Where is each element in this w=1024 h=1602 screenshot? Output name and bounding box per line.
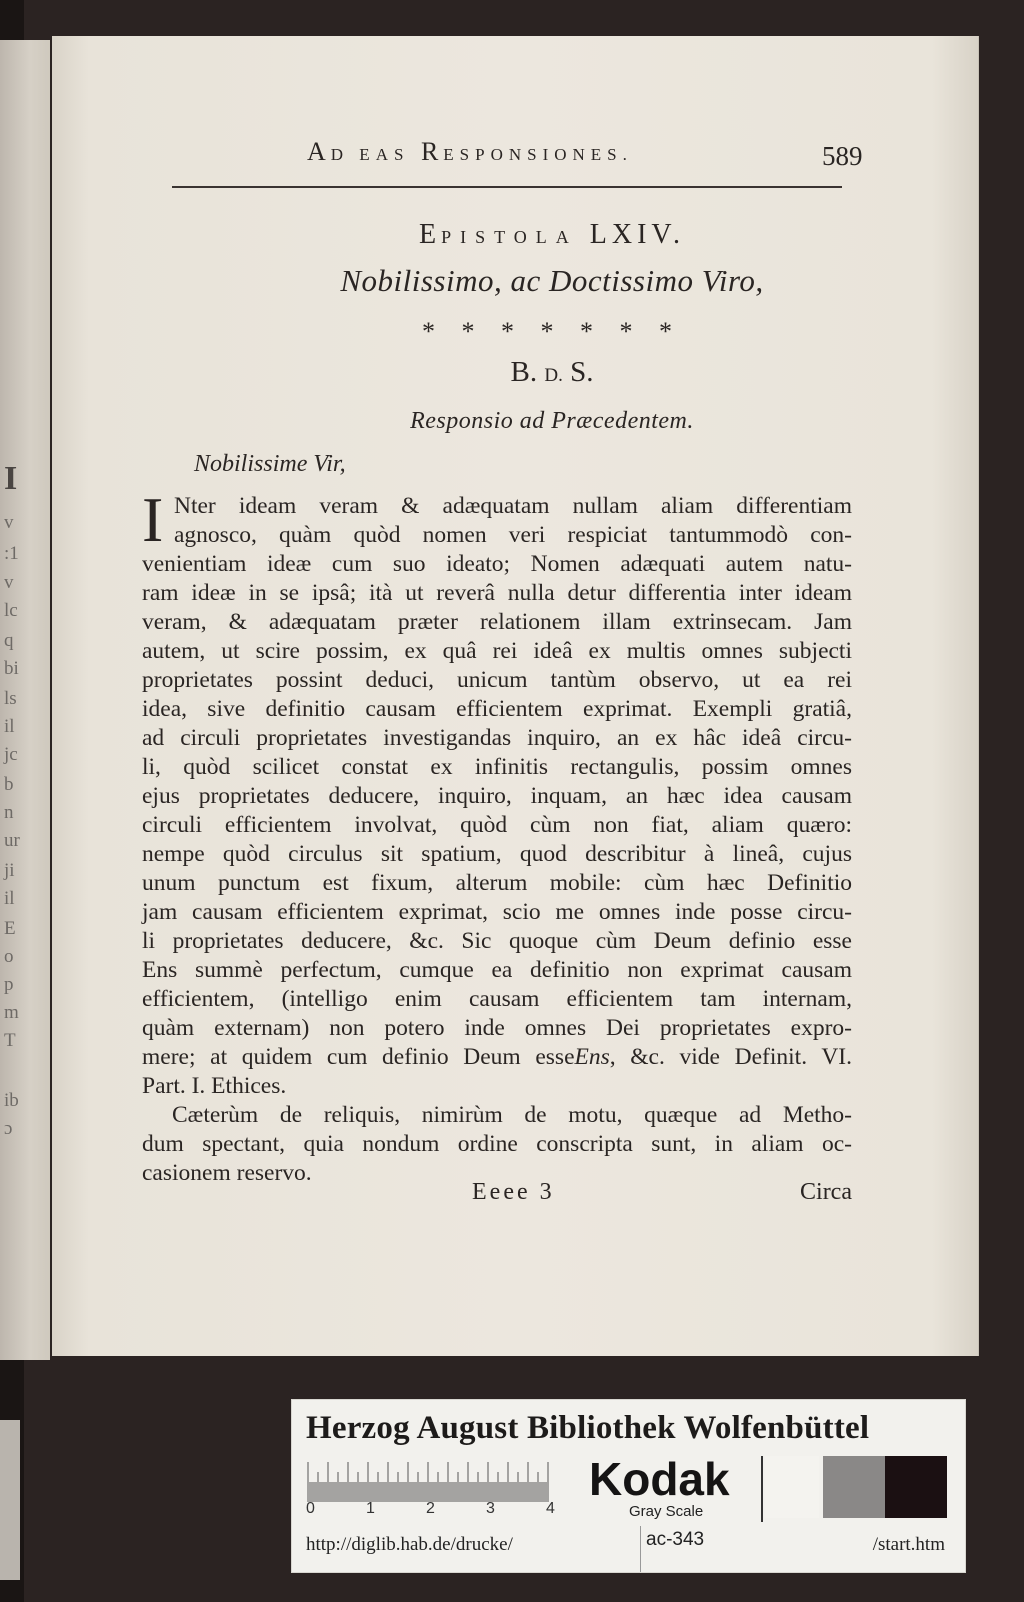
body-line: efficientem, (intelligo enim causam efficientem tam internam, bbox=[142, 986, 852, 1012]
signature-mark: Eeee 3 bbox=[472, 1179, 555, 1205]
address-line: Nobilissime Vir, bbox=[194, 451, 346, 477]
scan-edge-strip bbox=[0, 1420, 20, 1580]
start-path: /start.htm bbox=[872, 1534, 945, 1555]
kodak-logo: Kodak bbox=[589, 1453, 730, 1505]
body-line: venientiam ideæ cum suo ideato; Nomen adæquati autem natu- bbox=[142, 551, 852, 577]
ruler-number: 3 bbox=[486, 1500, 495, 1517]
letter-heading bbox=[52, 219, 1024, 251]
body-line: proprietates possint deduci, unicum tantùm observo, ut ea rei bbox=[142, 667, 852, 693]
body-line: ad circuli proprietates investigandas inquiro, an ex hâc ideâ circu- bbox=[142, 725, 852, 751]
gray-scale-swatches bbox=[761, 1456, 963, 1522]
library-color-card bbox=[291, 1399, 966, 1573]
body-line: quàm externam) non potero inde omnes Dei proprietates expro- bbox=[142, 1015, 852, 1041]
ruler-number: 4 bbox=[546, 1500, 555, 1517]
page-number: 589 bbox=[822, 141, 863, 171]
body-line: li, quòd scilicet constat ex infinitis rectangulis, possim omnes bbox=[142, 754, 852, 780]
body-line: casionem reservo. bbox=[142, 1160, 312, 1186]
gray-scale-label: Gray Scale bbox=[629, 1503, 704, 1520]
header-rule bbox=[172, 186, 842, 188]
body-line: nempe quòd circulus sit spatium, quod describitur à lineâ, cujus bbox=[142, 841, 852, 867]
catchword: Circa bbox=[800, 1179, 852, 1205]
body-line: ram ideæ in se ipsâ; ità ut reverâ nulla detur differentia inter ideam bbox=[142, 580, 852, 606]
responsio-subtitle: Responsio ad Præcedentem. bbox=[410, 408, 694, 434]
ruler-number: 2 bbox=[426, 1500, 435, 1517]
author-initial-b: B. bbox=[510, 356, 538, 388]
letter-number: LXIV. bbox=[589, 219, 686, 250]
body-line: autem, ut scire possim, ex quâ rei ideâ ex multis omnes subjecti bbox=[142, 638, 852, 664]
body-line: Ens summè perfectum, cumque ea definitio non exprimat causam bbox=[142, 957, 852, 983]
body-line-text: , &c. vide Definit. VI. bbox=[609, 1044, 852, 1070]
running-head-rest-2: ESPONSIONES. bbox=[443, 145, 633, 164]
italic-ens: Ens bbox=[574, 1044, 610, 1070]
running-head bbox=[307, 137, 757, 167]
book-page bbox=[52, 36, 978, 1356]
ruler-scale bbox=[306, 1458, 556, 1502]
running-head-initial-2: R bbox=[420, 137, 444, 166]
library-url: http://diglib.hab.de/drucke/ bbox=[306, 1534, 513, 1555]
body-line: jam causam efficientem exprimat, scio me omnes inde posse circu- bbox=[142, 899, 852, 925]
card-divider bbox=[640, 1526, 641, 1572]
letter-heading-initial: E bbox=[418, 219, 442, 250]
asterisk-line: * * * * * * * bbox=[422, 317, 682, 346]
body-line: Part. I. Ethices. bbox=[142, 1073, 287, 1099]
facing-page-text-fragments: I v :1 v lc q bi ls il jc b n ur ji il E o p m T ib ɔ bbox=[4, 460, 20, 1139]
ruler-number: 0 bbox=[306, 1500, 315, 1517]
body-line: dum spectant, quia nondum ordine conscripta sunt, in aliam oc- bbox=[142, 1131, 852, 1157]
body-line: agnosco, quàm quòd nomen veri respiciat tantummodò con- bbox=[174, 522, 852, 548]
body-line: circuli efficientem involvat, quòd cùm non fiat, aliam quæro: bbox=[142, 812, 852, 838]
library-name: Herzog August Bibliothek Wolfenbüttel bbox=[306, 1410, 870, 1446]
body-line-text: mere; at quidem cum definio Deum esse bbox=[142, 1044, 575, 1070]
letter-heading-rest: PISTOLA bbox=[441, 227, 578, 247]
body-line: Cæterùm de reliquis, nimirùm de motu, quæque ad Metho- bbox=[172, 1102, 852, 1128]
author-initial-s: S. bbox=[570, 356, 594, 388]
running-head-initial-1: A bbox=[307, 137, 331, 166]
author-initial-d: D. bbox=[544, 365, 563, 386]
letter-body bbox=[142, 484, 852, 1188]
ruler-number: 1 bbox=[366, 1500, 375, 1517]
body-line: li proprietates deducere, &c. Sic quoque cùm Deum definio esse bbox=[142, 928, 852, 954]
gray-swatch bbox=[823, 1456, 885, 1518]
body-line: Nter ideam veram & adæquatam nullam aliam differentiam bbox=[174, 493, 852, 519]
black-swatch bbox=[885, 1456, 947, 1518]
drop-cap: I bbox=[142, 484, 164, 555]
running-head-rest-1: D EAS bbox=[330, 145, 410, 164]
body-line: veram, & adæquatam præter relationem illam extrinsecam. Jam bbox=[142, 609, 852, 635]
body-line: unum punctum est fixum, alterum mobile: cùm hæc Definitio bbox=[142, 870, 852, 896]
body-line bbox=[142, 1043, 852, 1072]
salutation: Nobilissimo, ac Doctissimo Viro, bbox=[340, 263, 764, 298]
white-swatch bbox=[765, 1456, 819, 1518]
shelfmark-id: ac-343 bbox=[646, 1529, 705, 1550]
facing-page-edge bbox=[0, 40, 50, 1360]
author-initials bbox=[52, 356, 1024, 389]
body-line: idea, sive definitio causam efficientem exprimat. Exempli gratiâ, bbox=[142, 696, 852, 722]
body-line: ejus proprietates deducere, inquiro, inquam, an hæc idea causam bbox=[142, 783, 852, 809]
